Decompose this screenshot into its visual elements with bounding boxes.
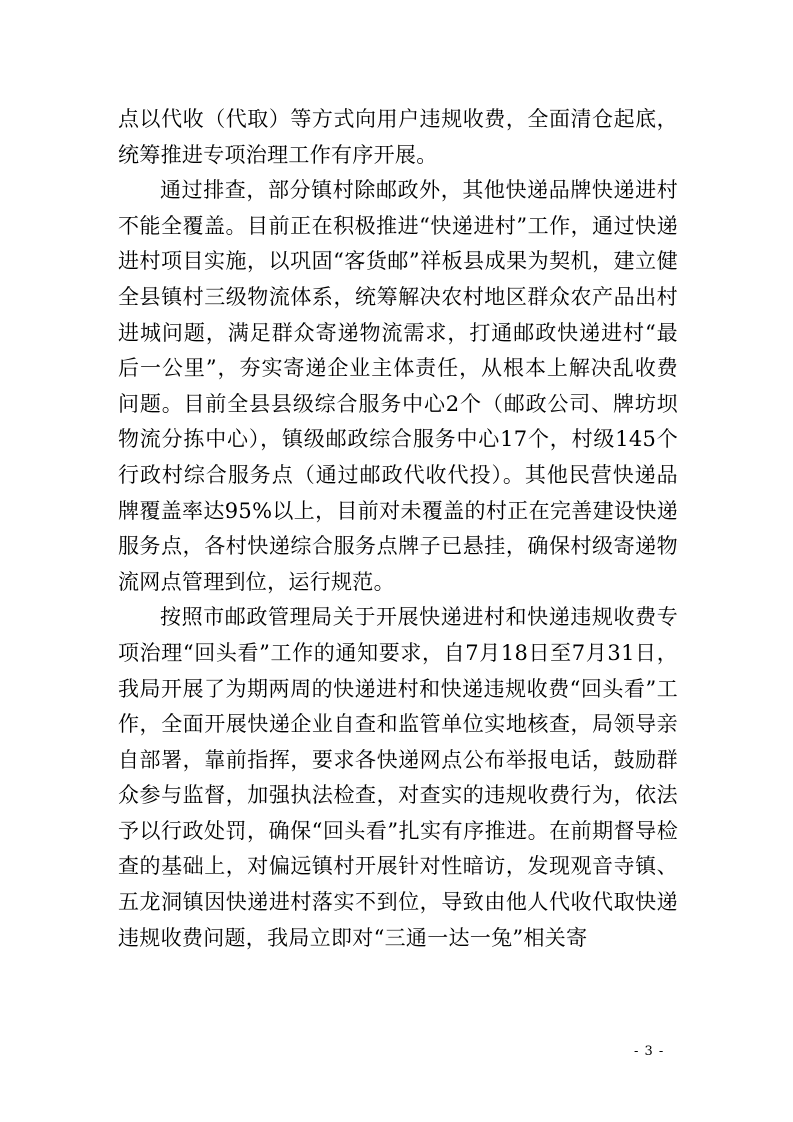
paragraph-rural-delivery-coverage: 通过排查，部分镇村除邮政外，其他快递品牌快递进村不能全覆盖。目前正在积极推进“快递进村”工作，通过快递进村项目实施，以巩固“客货邮”祥板县成果为契机，建立健全县镇村三级物流体系，统筹解决农村地区群众农产品出村进城问题，满足群众寄递物流需求，打通邮政快递进村“最后一公里”，夯实寄递企业主体责任，从根本上解决乱收费问题。目前全县县级综合服务中心2个（邮政公司、牌坊坝物流分拣中心），镇级邮政综合服务中心17个，村级145个行政村综合服务点（通过邮政代收代投）。其他民营快递品牌覆盖率达95%以上，目前对未覆盖的村正在完善建设快递服务点，各村快递综合服务点牌子已悬挂，确保村级寄递物流网点管理到位，运行规范。: [118, 178, 678, 594]
paragraph-continuation: 点以代收（代取）等方式向用户违规收费，全面清仓起底，统筹推进专项治理工作有序开展。: [118, 107, 678, 167]
paragraph-review-campaign: 按照市邮政管理局关于开展快递进村和快递违规收费专项治理“回头看”工作的通知要求，自7月18日至7月31日，我局开展了为期两周的快递进村和快递违规收费“回头看”工作，全面开展快递企业自查和监管单位实地核查，局领导亲自部署，靠前指挥，要求各快递网点公布举报电话，鼓励群众参与监督，加强执法检查，对查实的违规收费行为，依法予以行政处罚，确保“回头看”扎实有序推进。在前期督导检查的基础上，对偏远镇村开展针对性暗访，发现观音寺镇、五龙洞镇因快递进村落实不到位，导致由他人代收代取快递违规收费问题，我局立即对“三通一达一兔”相关寄: [118, 605, 678, 950]
page-number: - 3 -: [634, 1044, 665, 1059]
document-body: [118, 102, 678, 956]
